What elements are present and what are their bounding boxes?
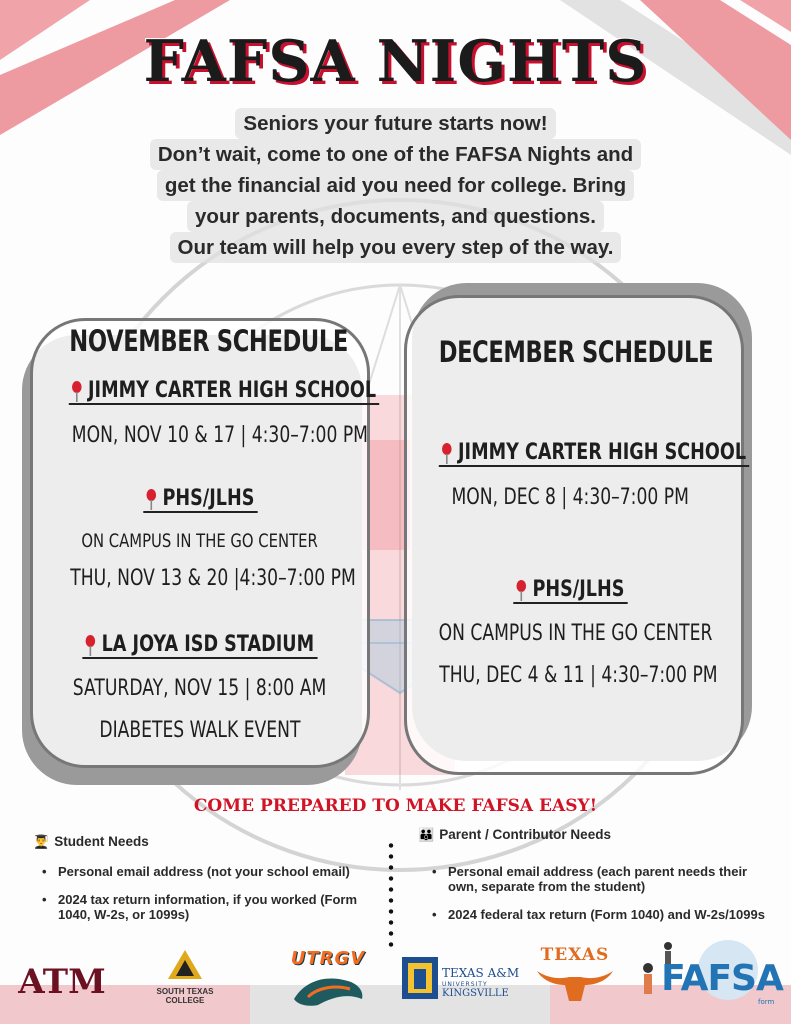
list-item: • 2024 federal tax return (Form 1040) and W-2s/1099s (428, 907, 768, 922)
come-prepared-heading: COME PREPARED TO MAKE FAFSA EASY! (193, 796, 598, 816)
utrgv-logo: UTRGV (283, 948, 373, 1010)
location-phs-jlhs: PHS/JLHS (513, 577, 627, 604)
student-graduate-icon: 👨‍🎓 (33, 834, 50, 849)
intro-line: get the financial aid you need for college. Bring (157, 170, 634, 201)
student-needs-list (38, 864, 378, 935)
list-item: • Personal email address (each parent needs their own, separate from the student) (428, 864, 768, 894)
event-date: MON, DEC 8 | 4:30–7:00 PM (451, 485, 689, 510)
location-jimmy-carter: JIMMY CARTER HIGH SCHOOL (439, 440, 749, 467)
map-pin-icon (72, 381, 82, 393)
map-pin-icon (442, 443, 452, 455)
person-icon (664, 942, 672, 950)
intro-line: your parents, documents, and questions. (187, 201, 604, 232)
location-phs-jlhs: PHS/JLHS (143, 486, 257, 513)
texas-am-logo (18, 955, 106, 1005)
stc-emblem-icon (165, 948, 205, 982)
map-pin-icon (516, 580, 526, 592)
event-date: THU, DEC 4 & 11 | 4:30–7:00 PM (439, 663, 718, 688)
family-icon: 👪 (418, 827, 435, 842)
location-jimmy-carter: JIMMY CARTER HIGH SCHOOL (69, 378, 379, 405)
svg-text:FAFSA: FAFSA (661, 958, 783, 999)
event-date: SATURDAY, NOV 15 | 8:00 AM (73, 676, 327, 701)
november-schedule (30, 318, 377, 768)
list-item: • 2024 tax return information, if you worked (Form 1040, W-2s, or 1099s) (38, 892, 378, 922)
event-date: THU, NOV 13 & 20 |4:30–7:00 PM (70, 566, 356, 591)
parent-needs-list (428, 864, 768, 935)
intro-line: Our team will help you every step of the way. (170, 232, 622, 263)
map-pin-icon (86, 635, 96, 647)
longhorn-icon (535, 965, 615, 1005)
location-la-joya-stadium: LA JOYA ISD STADIUM (83, 632, 318, 659)
svg-text:KINGSVILLE: KINGSVILLE (442, 988, 509, 999)
event-date: MON, NOV 10 & 17 | 4:30–7:00 PM (71, 423, 368, 448)
event-name: DIABETES WALK EVENT (99, 718, 301, 743)
vaquero-horse-icon (288, 969, 368, 1009)
list-item: • Personal email address (not your school email) (38, 864, 378, 879)
parent-needs-heading: 👪 Parent / Contributor Needs (418, 827, 611, 842)
texas-am-kingsville-logo (400, 955, 525, 1001)
intro-line: Don’t wait, come to one of the FAFSA Nights and (150, 139, 641, 170)
page-title: FAFSA NIGHTS (143, 28, 648, 95)
svg-text:ATM: ATM (18, 962, 106, 1002)
student-needs-heading: 👨‍🎓 Student Needs (33, 834, 149, 849)
person-icon (643, 963, 653, 973)
fafsa-logo (630, 938, 783, 1008)
november-heading: NOVEMBER SCHEDULE (69, 324, 348, 358)
svg-text:form: form (758, 998, 775, 1006)
south-texas-college-logo: SOUTH TEXAS COLLEGE (145, 948, 225, 1008)
svg-text:TEXAS A&M: TEXAS A&M (442, 966, 520, 980)
texas-longhorns-logo: TEXAS (535, 945, 615, 1007)
intro-text (0, 108, 791, 263)
event-venue-note: ON CAMPUS IN THE GO CENTER (81, 530, 319, 552)
dotted-divider (388, 840, 394, 950)
map-pin-icon (146, 489, 156, 501)
december-heading: DECEMBER SCHEDULE (438, 335, 714, 369)
intro-line: Seniors your future starts now! (235, 108, 555, 139)
svg-text:UNIVERSITY: UNIVERSITY (442, 981, 488, 988)
december-schedule (400, 295, 747, 775)
event-venue-note: ON CAMPUS IN THE GO CENTER (438, 621, 713, 646)
